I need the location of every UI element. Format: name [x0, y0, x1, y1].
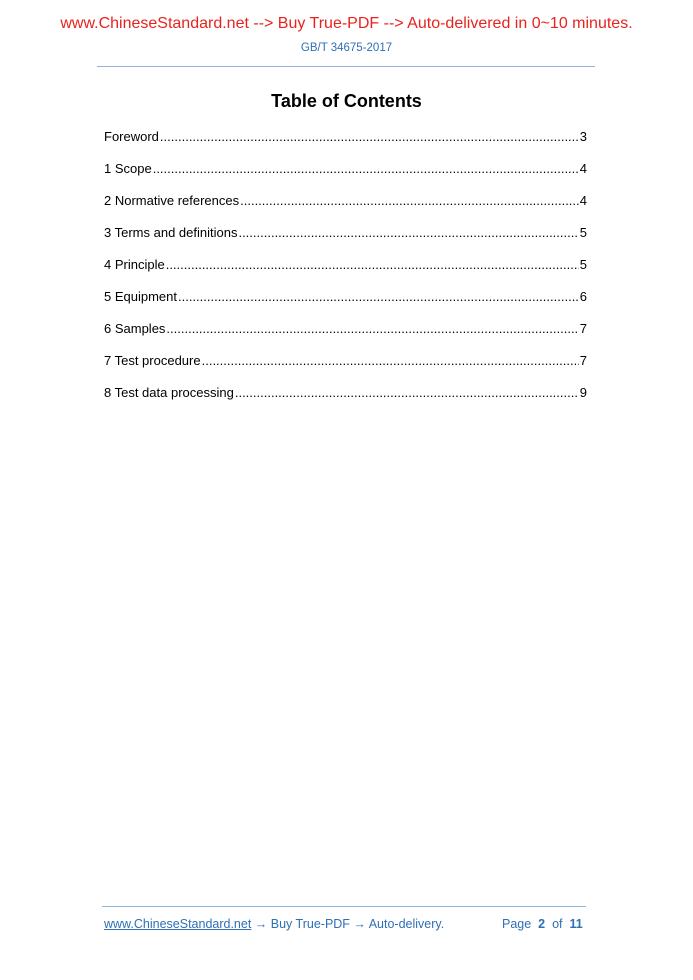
dot-leader [166, 321, 578, 337]
page-total: 11 [569, 917, 583, 931]
dot-leader [160, 129, 579, 145]
toc-entry-principle[interactable] [104, 256, 587, 288]
footer-site-link[interactable]: www.ChineseStandard.net [104, 917, 252, 931]
dot-leader [153, 161, 579, 177]
toc-entry-test-procedure[interactable] [104, 352, 587, 384]
toc-entry-page: 4 [579, 161, 587, 176]
toc-entry-label: 8 Test data processing [104, 385, 234, 400]
toc-entry-label: 3 Terms and definitions [104, 225, 238, 240]
toc-entry-label: 4 Principle [104, 257, 165, 272]
toc-entry-label: 1 Scope [104, 161, 152, 176]
toc-entry-label: Foreword [104, 129, 159, 144]
toc-entry-page: 5 [579, 225, 587, 240]
toc-entry-foreword[interactable] [104, 128, 587, 160]
toc-entry-label: 7 Test procedure [104, 353, 201, 368]
dot-leader [235, 385, 579, 401]
dot-leader [178, 289, 579, 305]
toc-entry-normative-references[interactable] [104, 192, 587, 224]
header-divider [97, 66, 595, 67]
promo-banner: www.ChineseStandard.net --> Buy True-PDF --> Auto-delivered in 0~10 minutes. [60, 15, 633, 32]
toc-entry-test-data-processing[interactable] [104, 384, 587, 416]
toc-entry-scope[interactable] [104, 160, 587, 192]
toc-entry-page: 9 [579, 385, 587, 400]
toc-list [104, 128, 587, 416]
footer-divider [102, 906, 586, 907]
toc-entry-page: 6 [579, 289, 587, 304]
toc-entry-page: 4 [579, 193, 587, 208]
dot-leader [240, 193, 579, 209]
dot-leader [166, 257, 579, 273]
page-indicator [502, 916, 583, 932]
toc-entry-terms-and-definitions[interactable] [104, 224, 587, 256]
footer-promo [104, 916, 444, 932]
dot-leader [202, 353, 579, 369]
toc-entry-label: 2 Normative references [104, 193, 240, 208]
toc-entry-page: 5 [579, 257, 587, 272]
toc-title: Table of Contents [271, 91, 422, 111]
toc-entry-page: 7 [579, 353, 587, 368]
toc-entry-label: 6 Samples [104, 321, 166, 336]
dot-leader [238, 225, 578, 241]
toc-entry-page: 7 [579, 321, 587, 336]
footer-tagline: → Buy True-PDF → Auto-delivery. [251, 917, 445, 931]
toc-entry-label: 5 Equipment [104, 289, 177, 304]
page-current: 2 [538, 917, 546, 931]
toc-entry-samples[interactable] [104, 320, 587, 352]
page-of: of [552, 917, 563, 931]
toc-entry-equipment[interactable] [104, 288, 587, 320]
toc-entry-page: 3 [579, 129, 587, 144]
page-word: Page [502, 917, 532, 931]
standard-code-header: GB/T 34675-2017 [300, 42, 393, 54]
